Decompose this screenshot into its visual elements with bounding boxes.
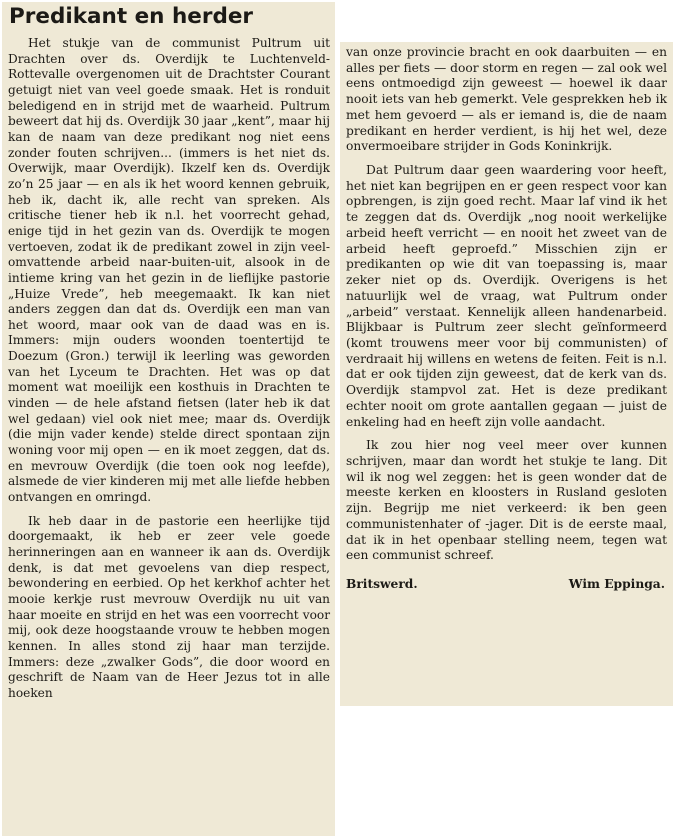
article-paragraph-continued: van onze provincie bracht en ook daarbuiten — en alles per fiets — door storm en regen — zal ook wel eens ontmoedigd zijn geweest — hoewel ik daar nooit iets van heb gemerkt. Vele gesprekken heb ik met hem gevoerd — als er iemand is, die de naam predikant en herder verdient, is hij het wel, deze onvermoeibare strijder in Gods Koninkrijk. [346,45,667,154]
article-column-right [340,42,673,706]
signature-author: Wim Eppinga. [568,576,665,591]
article-paragraph: Ik heb daar in de pastorie een heerlijke tijd doorgemaakt, ik heb er zeer vele goede herinneringen aan en wanneer ik aan ds. Overdijk denk, is dat met gevoelens van diep respect, bewondering en eerbied. Op het kerkhof achter het mooie kerkje rust mevrouw Overdijk nu uit van haar moeite en strijd en het was een voorrecht voor mij, ook deze hoogstaande vrouw te hebben mogen kennen. In alles stond zij haar man terzijde. Immers: deze „zwalker Gods”, die door woord en geschrift de Naam van de Heer Jezus tot in alle hoeken [8,513,330,700]
signature-place: Britswerd. [346,576,418,591]
article-signature [346,576,667,592]
article-headline: Predikant en herder [9,4,254,29]
article-column-left [2,2,335,836]
article-paragraph: Het stukje van de communist Pultrum uit Drachten over ds. Overdijk te Luchtenveld-Rottevalle overgenomen uit de Drachtster Courant getuigt niet van veel goede smaak. Het is ronduit beledigend en in strijd met de waarheid. Pultrum beweert dat hij ds. Overdijk 30 jaar „kent”, maar hij kan de naam van deze predikant nog niet eens zonder fouten schrijven... (immers is het niet ds. Overwijk, maar Overdijk). Ikzelf ken ds. Overdijk zo’n 25 jaar — en als ik het woord kennen gebruik, heb ik, dacht ik, alle recht van spreken. Als critische tiener heb ik n.l. het voorrecht gehad, enige tijd in het gezin van ds. Overdijk te mogen vertoeven, zodat ik de predikant zowel in zijn veel-omvattende arbeid naar-buiten-uit, alsook in de intieme kring van het gezin in de lieflijke pastorie „Huize Vrede”, heb meegemaakt. Ik kan niet anders zeggen dan dat ds. Overdijk een man van het woord, maar ook van de daad was en is. Immers: mijn ouders woonden toentertijd te Doezum (Gron.) terwijl ik leerling was geworden van het Lyceum te Drachten. Het was op dat moment wat moeilijk een kosthuis in Drachten te vinden — de hele afstand fietsen (later heb ik dat wel gedaan) viel ook niet mee; maar ds. Overdijk (die mijn vader kende) stelde direct spontaan zijn woning voor mij open — en ik moet zeggen, dat ds. en mevrouw Overdijk (die toen ook nog leefde), alsmede de vier kinderen mij met alle liefde hebben ontvangen en omringd. [8,36,330,505]
article-paragraph: Dat Pultrum daar geen waardering voor heeft, het niet kan begrijpen en er geen respect voor kan opbrengen, is zijn goed recht. Maar laf vind ik het te zeggen dat ds. Overdijk „nog nooit werkelijke arbeid heeft verricht — en nooit het zweet van de arbeid heeft geproefd.” Misschien zijn er predikanten op wie dit van toepassing is, maar zeker niet op ds. Overdijk. Overigens is het natuurlijk wel de vraag, wat Pultrum onder „arbeid” verstaat. Kennelijk alleen handenarbeid. Blijkbaar is Pultrum zeer slecht geïnformeerd (komt trouwens meer voor bij communisten) of verdraait hij willens en wetens de feiten. Feit is n.l. dat er ook tijden zijn geweest, dat de kerk van ds. Overdijk stampvol zat. Het is deze predikant echter nooit om grote aantallen gegaan — juist de enkeling had en heeft zijn volle aandacht. [346,163,667,429]
article-paragraph: Ik zou hier nog veel meer over kunnen schrijven, maar dan wordt het stukje te lang. Dit wil ik nog wel zeggen: het is geen wonder dat de meeste kerken en kloosters in Rusland gesloten zijn. Begrijp me niet verkeerd: ik ben geen communistenhater of -jager. Dit is de eerste maal, dat ik in het openbaar stelling neem, tegen wat een communist schreef. [346,438,667,563]
